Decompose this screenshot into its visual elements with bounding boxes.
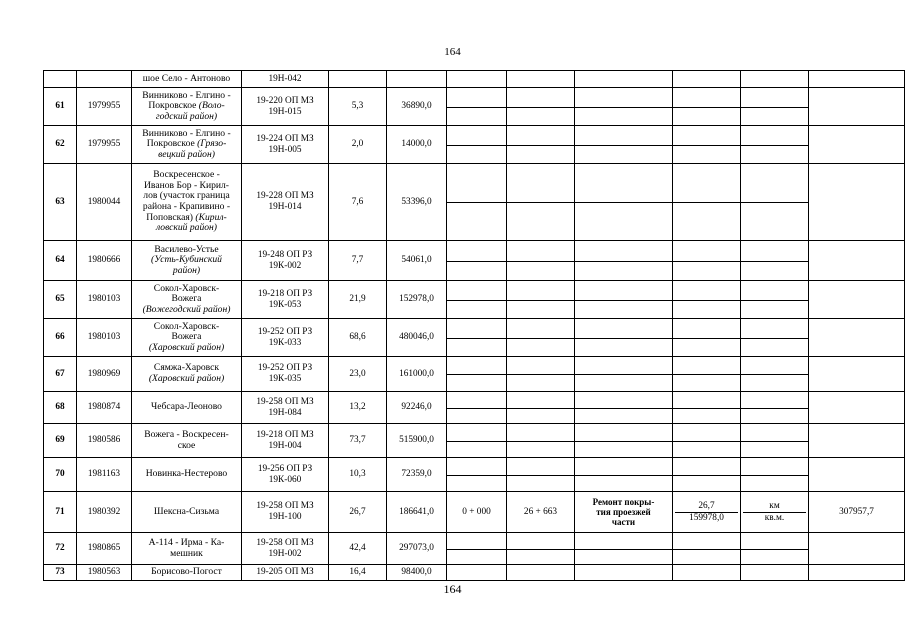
- units: [741, 392, 809, 424]
- table-row: [44, 281, 905, 319]
- length-km: 42,4: [329, 533, 387, 565]
- quantity: [673, 241, 741, 281]
- length-km: 7,6: [329, 164, 387, 241]
- cost: [387, 71, 447, 88]
- cost: 152978,0: [387, 281, 447, 319]
- total-cost: 307957,7: [809, 492, 905, 533]
- table-row: [44, 357, 905, 392]
- road-name-line: района - Крапивино -: [142, 201, 231, 212]
- units: [741, 357, 809, 392]
- road-name-line: шое Село - Антоново: [142, 72, 231, 84]
- start-km: [447, 392, 507, 424]
- total-cost: [809, 71, 905, 88]
- work-type: [575, 424, 673, 458]
- start-km: [447, 458, 507, 492]
- cost: 54061,0: [387, 241, 447, 281]
- cost: 14000,0: [387, 126, 447, 164]
- road-name: [132, 126, 242, 164]
- table-row: [44, 565, 905, 581]
- quantity: [673, 126, 741, 164]
- unit-km: км: [743, 501, 806, 513]
- road-name: [132, 88, 242, 126]
- object-code: [77, 71, 132, 88]
- end-km: [507, 126, 575, 164]
- total-cost: [809, 88, 905, 126]
- road-name-line: район): [172, 264, 201, 276]
- object-code: 1980563: [77, 565, 132, 581]
- start-km: 0 + 000: [447, 492, 507, 533]
- road-name-line: Новинка-Нестерово: [145, 468, 228, 480]
- total-cost: [809, 241, 905, 281]
- road-name-line: (Усть-Кубинский: [151, 254, 222, 266]
- cost: 480046,0: [387, 319, 447, 357]
- road-name-line: Сямжа-Харовск: [153, 362, 220, 374]
- road-name-line: Вожега - Воскресен-: [144, 428, 229, 440]
- road-id: 19-252 ОП РЗ 19К-035: [242, 357, 329, 392]
- table-row: [44, 319, 905, 357]
- start-km: [447, 533, 507, 565]
- work-type: [575, 71, 673, 88]
- road-name: [132, 357, 242, 392]
- road-name: [132, 533, 242, 565]
- table-row: [44, 126, 905, 164]
- road-name-line: вецкий район): [158, 148, 215, 160]
- road-name-line: мешник: [170, 547, 203, 559]
- road-name-line: Шексна-Сизьма: [153, 505, 220, 517]
- row-number: 67: [44, 357, 77, 392]
- road-name-line: Поповская) (Кирил-: [146, 211, 227, 223]
- table-row: [44, 392, 905, 424]
- end-km: [507, 71, 575, 88]
- quantity: [673, 458, 741, 492]
- length-km: 21,9: [329, 281, 387, 319]
- road-id: 19-228 ОП МЗ 19Н-014: [242, 164, 329, 241]
- units: [741, 164, 809, 241]
- object-code: 1980103: [77, 319, 132, 357]
- quantity: [673, 424, 741, 458]
- object-code: 1979955: [77, 88, 132, 126]
- length-km: 2,0: [329, 126, 387, 164]
- road-id: 19-248 ОП РЗ 19К-002: [242, 241, 329, 281]
- total-cost: [809, 392, 905, 424]
- length-km: 68,6: [329, 319, 387, 357]
- length-km: 10,3: [329, 458, 387, 492]
- road-id: 19-258 ОП МЗ 19Н-100: [242, 492, 329, 533]
- end-km: [507, 241, 575, 281]
- length-km: 73,7: [329, 424, 387, 458]
- start-km: [447, 281, 507, 319]
- cost: 98400,0: [387, 565, 447, 581]
- row-number: 69: [44, 424, 77, 458]
- end-km: [507, 565, 575, 581]
- work-type: [575, 88, 673, 126]
- length-km: 23,0: [329, 357, 387, 392]
- cost: 297073,0: [387, 533, 447, 565]
- road-name-line: Винниково - Елгино -: [142, 127, 231, 139]
- object-code: 1979955: [77, 126, 132, 164]
- work-type: [575, 164, 673, 241]
- start-km: [447, 565, 507, 581]
- work-type: [575, 458, 673, 492]
- work-type: [575, 281, 673, 319]
- total-cost: [809, 424, 905, 458]
- units: [741, 126, 809, 164]
- start-km: [447, 71, 507, 88]
- table-row: [44, 164, 905, 241]
- road-name: [132, 458, 242, 492]
- object-code: 1980103: [77, 281, 132, 319]
- row-number: 72: [44, 533, 77, 565]
- object-code: 1980586: [77, 424, 132, 458]
- row-number: 62: [44, 126, 77, 164]
- object-code: 1981163: [77, 458, 132, 492]
- units: [741, 241, 809, 281]
- end-km: [507, 281, 575, 319]
- quantity: [673, 281, 741, 319]
- row-number: 61: [44, 88, 77, 126]
- road-name-line: Покровское (Воло-: [148, 100, 225, 112]
- unit-area: кв.м.: [764, 512, 785, 523]
- road-name-line: Василево-Устье: [154, 243, 219, 255]
- road-name-line: Вожега: [171, 293, 202, 305]
- road-name-line: Воскресенское -: [153, 169, 220, 181]
- object-code: 1980044: [77, 164, 132, 241]
- road-name: [132, 392, 242, 424]
- total-cost: [809, 281, 905, 319]
- road-id: 19-252 ОП РЗ 19К-033: [242, 319, 329, 357]
- road-name-line: Борисово-Погост: [151, 566, 222, 578]
- quantity: [673, 71, 741, 88]
- quantity: [673, 533, 741, 565]
- road-id: 19-258 ОП МЗ 19Н-002: [242, 533, 329, 565]
- quantity: [673, 492, 741, 533]
- road-repair-table: [43, 70, 905, 581]
- work-type-line: Ремонт покры-: [592, 496, 655, 507]
- row-number: 70: [44, 458, 77, 492]
- road-name-line: Сокол-Харовск-: [153, 282, 220, 294]
- cost: 186641,0: [387, 492, 447, 533]
- work-type: [575, 492, 673, 533]
- work-type-line: части: [611, 517, 636, 528]
- length-km: 13,2: [329, 392, 387, 424]
- units: [741, 281, 809, 319]
- road-name-line: Вожега: [171, 331, 202, 343]
- total-cost: [809, 164, 905, 241]
- start-km: [447, 88, 507, 126]
- total-cost: [809, 565, 905, 581]
- units: [741, 533, 809, 565]
- start-km: [447, 357, 507, 392]
- work-type: [575, 319, 673, 357]
- end-km: [507, 533, 575, 565]
- work-type: [575, 241, 673, 281]
- row-number: 65: [44, 281, 77, 319]
- table-row: [44, 492, 905, 533]
- road-name: [132, 281, 242, 319]
- object-code: 1980865: [77, 533, 132, 565]
- road-name-line: Иванов Бор - Кирил-: [144, 179, 229, 191]
- road-name: [132, 565, 242, 581]
- page-number-bottom: 164: [443, 582, 462, 596]
- road-id: 19-218 ОП РЗ 19К-053: [242, 281, 329, 319]
- row-number: 66: [44, 319, 77, 357]
- cost: 36890,0: [387, 88, 447, 126]
- table-row: [44, 424, 905, 458]
- cost: 161000,0: [387, 357, 447, 392]
- units: [741, 88, 809, 126]
- road-id: 19-220 ОП МЗ 19Н-015: [242, 88, 329, 126]
- work-type: [575, 357, 673, 392]
- row-number: 71: [44, 492, 77, 533]
- table-row: [44, 71, 905, 88]
- total-cost: [809, 357, 905, 392]
- work-type: [575, 565, 673, 581]
- units: [741, 319, 809, 357]
- quantity: [673, 392, 741, 424]
- end-km: [507, 88, 575, 126]
- total-cost: [809, 533, 905, 565]
- start-km: [447, 241, 507, 281]
- length-km: [329, 71, 387, 88]
- road-name-line: Сокол-Харовск-: [153, 320, 220, 332]
- end-km: [507, 357, 575, 392]
- cost: 53396,0: [387, 164, 447, 241]
- road-name-line: А-114 - Ирма - Ка-: [148, 536, 225, 548]
- object-code: 1980874: [77, 392, 132, 424]
- work-type: [575, 126, 673, 164]
- end-km: 26 + 663: [507, 492, 575, 533]
- work-type: [575, 392, 673, 424]
- row-number: 64: [44, 241, 77, 281]
- road-name-line: (Вожегодский район): [142, 303, 231, 315]
- length-km: 7,7: [329, 241, 387, 281]
- total-cost: [809, 319, 905, 357]
- road-name: [132, 71, 242, 88]
- cost: 92246,0: [387, 392, 447, 424]
- units: [741, 424, 809, 458]
- road-name-line: ское: [177, 439, 196, 451]
- end-km: [507, 164, 575, 241]
- quantity: [673, 357, 741, 392]
- total-cost: [809, 126, 905, 164]
- table-row: [44, 241, 905, 281]
- table-row: [44, 88, 905, 126]
- road-name: [132, 424, 242, 458]
- start-km: [447, 126, 507, 164]
- cost: 515900,0: [387, 424, 447, 458]
- length-km: 16,4: [329, 565, 387, 581]
- page-number-top: 164: [444, 46, 461, 58]
- road-name-line: лов (участок граница: [143, 190, 230, 202]
- units: [741, 71, 809, 88]
- length-km: 5,3: [329, 88, 387, 126]
- row-number: 68: [44, 392, 77, 424]
- road-name: [132, 241, 242, 281]
- total-cost: [809, 458, 905, 492]
- start-km: [447, 164, 507, 241]
- end-km: [507, 458, 575, 492]
- road-name: [132, 492, 242, 533]
- work-type-line: тия проезжей: [596, 506, 651, 517]
- end-km: [507, 424, 575, 458]
- road-id: 19-256 ОП РЗ 19К-060: [242, 458, 329, 492]
- quantity: [673, 88, 741, 126]
- row-number: 73: [44, 565, 77, 581]
- end-km: [507, 392, 575, 424]
- road-name-line: Винниково - Елгино -: [142, 89, 231, 101]
- table-row: [44, 533, 905, 565]
- road-name-line: ловский район): [155, 222, 217, 234]
- end-km: [507, 319, 575, 357]
- units: [741, 458, 809, 492]
- road-id: 19-224 ОП МЗ 19Н-005: [242, 126, 329, 164]
- quantity: [673, 164, 741, 241]
- start-km: [447, 319, 507, 357]
- road-name-line: (Харовский район): [148, 341, 225, 353]
- quantity: [673, 319, 741, 357]
- quantity-area: 159978,0: [689, 512, 724, 523]
- work-type: [575, 533, 673, 565]
- road-id: 19-258 ОП МЗ 19Н-084: [242, 392, 329, 424]
- quantity: [673, 565, 741, 581]
- units: [741, 492, 809, 533]
- road-name: [132, 319, 242, 357]
- table-row: [44, 458, 905, 492]
- road-id: 19-218 ОП МЗ 19Н-004: [242, 424, 329, 458]
- start-km: [447, 424, 507, 458]
- row-number: 63: [44, 164, 77, 241]
- road-id: 19Н-042: [242, 71, 329, 88]
- road-id: 19-205 ОП МЗ: [242, 565, 329, 581]
- road-name: [132, 164, 242, 241]
- object-code: 1980666: [77, 241, 132, 281]
- cost: 72359,0: [387, 458, 447, 492]
- road-name-line: годский район): [155, 110, 218, 122]
- object-code: 1980392: [77, 492, 132, 533]
- length-km: 26,7: [329, 492, 387, 533]
- object-code: 1980969: [77, 357, 132, 392]
- row-number: [44, 71, 77, 88]
- units: [741, 565, 809, 581]
- quantity-km: 26,7: [675, 501, 738, 513]
- road-name-line: Чебсара-Леоново: [151, 401, 222, 413]
- road-name-line: (Харовский район): [148, 373, 225, 384]
- road-name-line: Покровское (Грязо-: [146, 138, 227, 150]
